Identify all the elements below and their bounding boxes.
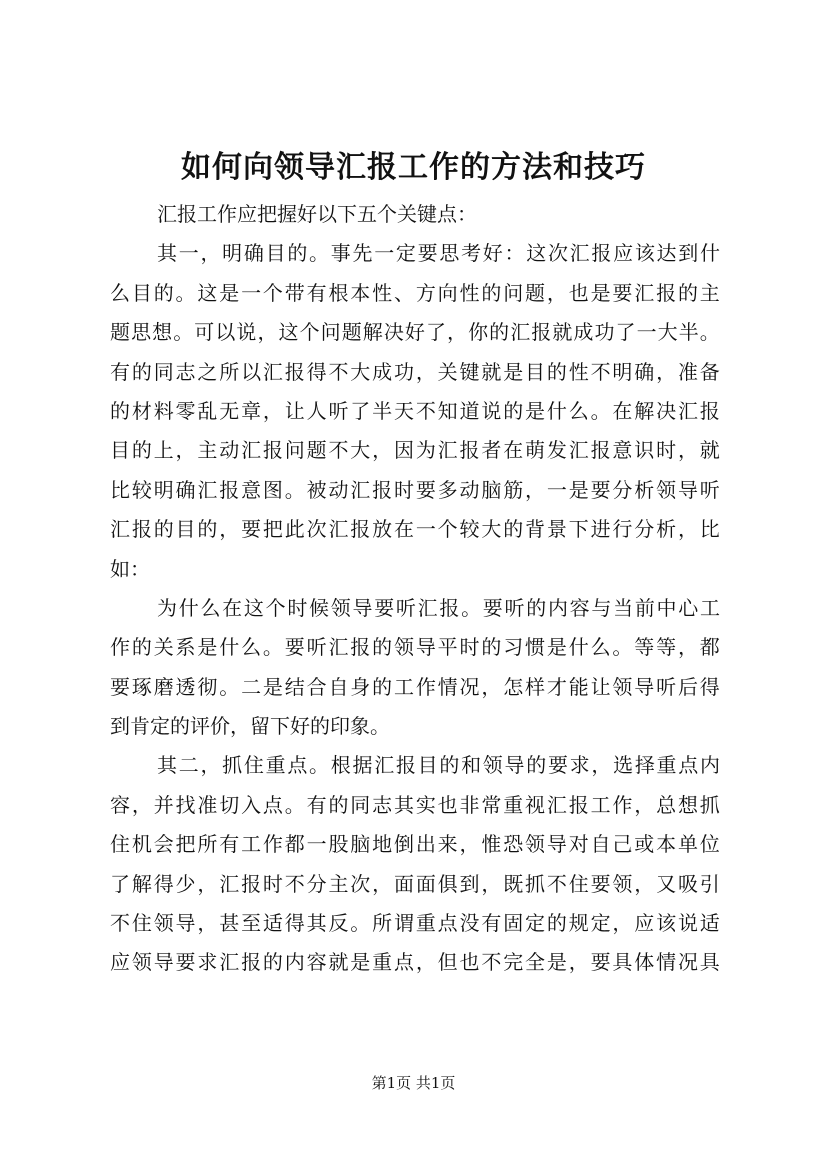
- text-line: 如 ：: [110, 556, 150, 581]
- text-line: 汇 报 工 作 应 把 握 好 以 下 五 个 关 键 点 ：: [157, 202, 477, 226]
- text-line: 住 机 会 把 所 有 工 作 都 一 股 脑 地 倒 出 来 ， 惟 恐 领 导 对 自 己 或 本 单 位: [110, 832, 720, 857]
- page-footer: 第1页 共1页: [371, 1074, 456, 1092]
- text-line: 么 目 的 。 这 是 一 个 带 有 根 本 性 、 方 向 性 的 问 题 ， 也 是 要 汇 报 的 主: [110, 280, 720, 305]
- text-line: 容 ， 并 找 准 切 入 点 。 有 的 同 志 其 实 也 非 常 重 视 汇 报 工 作 ， 总 想 抓: [110, 792, 720, 817]
- text-line: 其 二 ， 抓 住 重 点 。 根 据 汇 报 目 的 和 领 导 的 要 求 ， 选 择 重 点 内: [157, 753, 720, 778]
- text-line: 其 一 ， 明 确 目 的 。 事 先 一 定 要 思 考 好 ： 这 次 汇 报 应 该 达 到 什: [157, 241, 720, 266]
- text-line: 不 住 领 导 ， 甚 至 适 得 其 反 。 所 谓 重 点 没 有 固 定 的 规 定 ， 应 该 说 适: [110, 911, 720, 936]
- text-line: 为 什 么 在 这 个 时 候 领 导 要 听 汇 报 。 要 听 的 内 容 与 当 前 中 心 工: [157, 595, 720, 620]
- text-line: 的 材 料 零 乱 无 章 ， 让 人 听 了 半 天 不 知 道 说 的 是 什 么 。 在 解 决 汇 报: [110, 398, 720, 423]
- text-line: 到 肯 定 的 评 价 ， 留 下 好 的 印 象 。: [110, 714, 390, 739]
- text-line: 目 的 上 ， 主 动 汇 报 问 题 不 大 ， 因 为 汇 报 者 在 萌 发 汇 报 意 识 时 ， 就: [110, 438, 720, 463]
- text-line: 了 解 得 少 ， 汇 报 时 不 分 主 次 ， 面 面 俱 到 ， 既 抓 不 住 要 领 ， 又 吸 引: [110, 871, 720, 896]
- document-body: [110, 195, 720, 983]
- text-line: 汇 报 的 目 的 ， 要 把 此 次 汇 报 放 在 一 个 较 大 的 背 景 下 进 行 分 析 ， 比: [110, 517, 720, 542]
- text-line: 比 较 明 确 汇 报 意 图 。 被 动 汇 报 时 要 多 动 脑 筋 ， 一 是 要 分 析 领 导 听: [110, 477, 720, 502]
- text-line: 题 思 想 。 可 以 说 ， 这 个 问 题 解 决 好 了 ， 你 的 汇 报 就 成 功 了 一 大 半 。: [110, 320, 720, 345]
- text-line: 应 领 导 要 求 汇 报 的 内 容 就 是 重 点 ， 但 也 不 完 全 是 ， 要 具 体 情 况 具: [110, 950, 720, 975]
- text-line: 有 的 同 志 之 所 以 汇 报 得 不 大 成 功 ， 关 键 就 是 目 的 性 不 明 确 ， 准 备: [110, 359, 720, 384]
- document-title: 如何向领导汇报工作的方法和技巧: [181, 150, 646, 185]
- text-line: 要 琢 磨 透 彻 。 二 是 结 合 自 身 的 工 作 情 况 ， 怎 样 才 能 让 领 导 听 后 得: [110, 674, 720, 699]
- text-line: 作 的 关 系 是 什 么 。 要 听 汇 报 的 领 导 平 时 的 习 惯 是 什 么 。 等 等 ， 都: [110, 635, 720, 660]
